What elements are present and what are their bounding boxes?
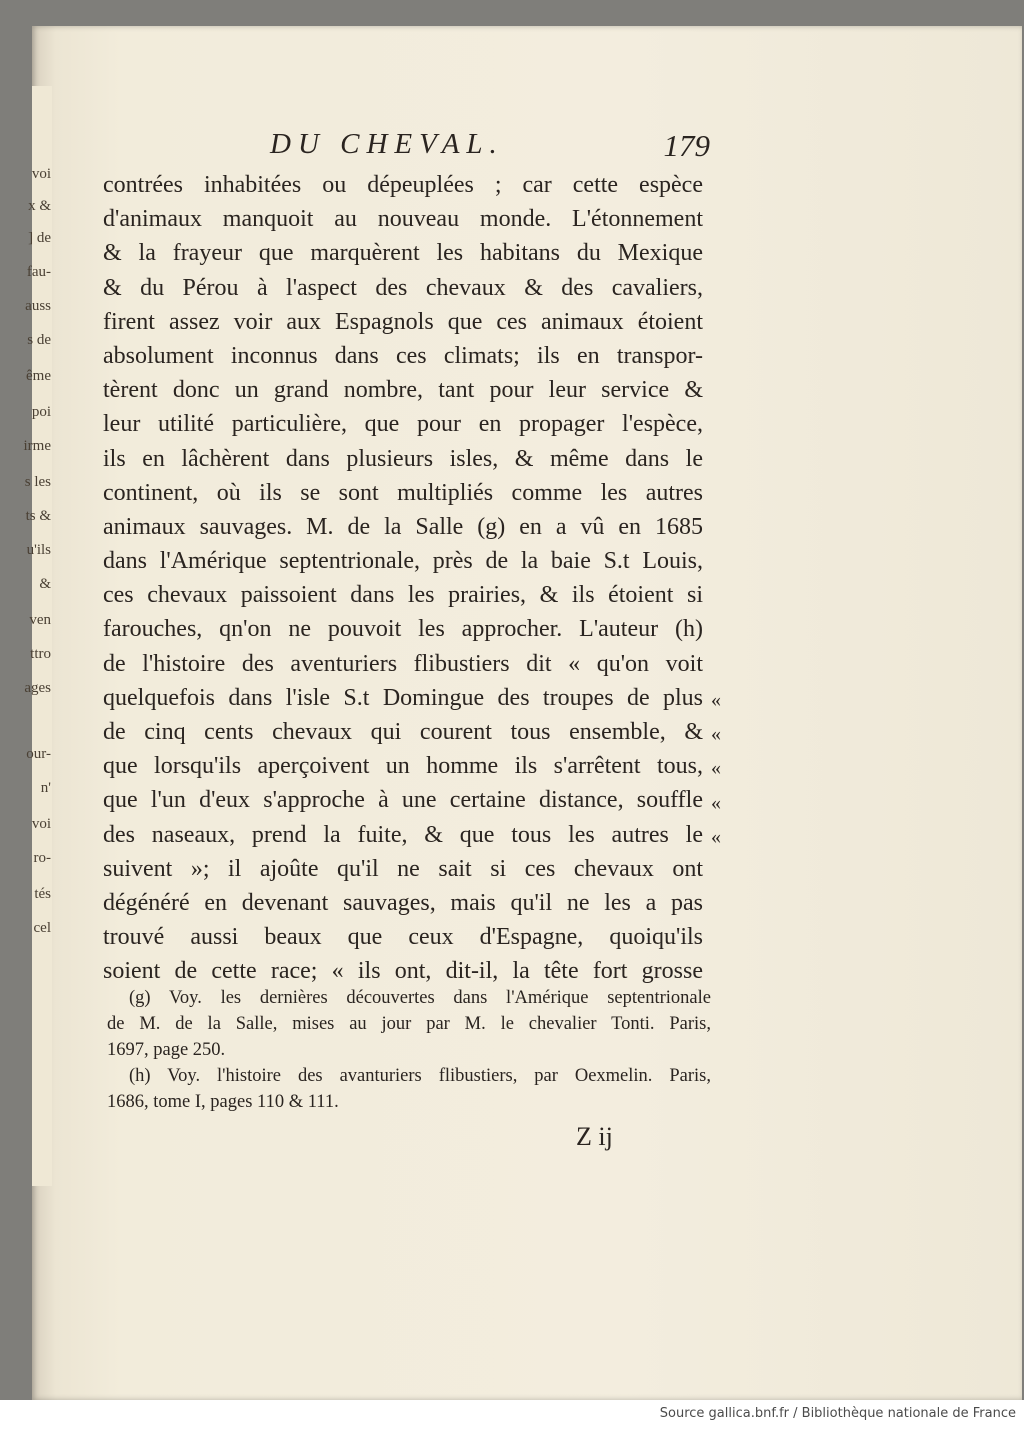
facing-page-fragment: voi bbox=[31, 166, 51, 182]
text-line: dégénéré en devenant sauvages, mais qu'il ne les a pas bbox=[103, 889, 703, 916]
facing-page-fragment: tés bbox=[34, 886, 51, 902]
body-text bbox=[103, 168, 703, 989]
text-line: suivent »; il ajoûte qu'il ne sait si ces chevaux ont bbox=[103, 855, 703, 882]
signature-mark: Z ij bbox=[576, 1122, 613, 1151]
footnotes bbox=[107, 985, 711, 1115]
facing-page-fragment: ttro bbox=[30, 646, 51, 662]
text-line: quelquefois dans l'isle S.t Domingue des troupes de plus bbox=[103, 684, 703, 711]
running-title: DU CHEVAL. bbox=[270, 128, 504, 160]
page-number: 179 bbox=[663, 128, 710, 163]
margin-quote-mark: « bbox=[711, 791, 721, 814]
facing-page-fragment: ro- bbox=[33, 850, 51, 866]
footnote-line: 1686, tome I, pages 110 & 111. bbox=[107, 1092, 339, 1112]
text-line: & du Pérou à l'aspect des chevaux & des cavaliers, bbox=[103, 274, 703, 301]
text-line: de l'histoire des aventuriers flibustiers dit « qu'on voit bbox=[103, 650, 703, 677]
footnote-line: (g) Voy. les dernières découvertes dans l'Amérique septentrionale bbox=[129, 988, 711, 1008]
facing-page-fragment: x & bbox=[28, 198, 51, 214]
text-line: continent, où ils se sont multipliés comme les autres bbox=[103, 479, 703, 506]
text-line: animaux sauvages. M. de la Salle (g) en a vû en 1685 bbox=[103, 513, 703, 540]
facing-page-edge bbox=[23, 86, 52, 1186]
text-line: contrées inhabitées ou dépeuplées ; car cette espèce bbox=[103, 172, 703, 198]
text-line: ils en lâchèrent dans plusieurs isles, & même dans le bbox=[103, 445, 703, 472]
text-line: & la frayeur que marquèrent les habitans du Mexique bbox=[103, 240, 703, 267]
text-line: farouches, qn'on ne pouvoit les approcher. L'auteur (h) bbox=[103, 616, 703, 643]
facing-page-fragment: our- bbox=[26, 746, 51, 762]
margin-quote-marks bbox=[711, 683, 735, 854]
footnote-line: 1697, page 250. bbox=[107, 1040, 226, 1060]
facing-page-fragment: ême bbox=[26, 368, 51, 384]
margin-quote-mark: « bbox=[711, 689, 721, 711]
text-line: leur utilité particulière, que pour en propager l'espèce, bbox=[103, 411, 703, 438]
facing-page-fragment: voi bbox=[31, 816, 51, 832]
facing-page-fragment: ages bbox=[24, 680, 51, 696]
text-line: des naseaux, prend la fuite, & que tous les autres le bbox=[103, 821, 703, 848]
footnote-line: (h) Voy. l'histoire des avanturiers flibustiers, par Oexmelin. Paris, bbox=[129, 1066, 711, 1086]
facing-page-fragment: s les bbox=[24, 474, 51, 490]
facing-page-fragment: ven bbox=[29, 612, 51, 628]
facing-page-fragment: fau- bbox=[26, 264, 51, 280]
footnote-line: de M. de la Salle, mises au jour par M. le chevalier Tonti. Paris, bbox=[107, 1014, 711, 1034]
facing-page-fragment: poi bbox=[31, 404, 51, 420]
text-line: dans l'Amérique septentrionale, près de la baie S.t Louis, bbox=[103, 548, 703, 575]
facing-page-fragment: irme bbox=[23, 438, 51, 454]
facing-page-fragment: u'ils bbox=[26, 542, 51, 558]
margin-quote-mark: « bbox=[711, 723, 721, 746]
facing-page-fragment: s de bbox=[27, 332, 51, 348]
text-line: que lorsqu'ils aperçoivent un homme ils s'arrêtent tous, bbox=[103, 753, 703, 780]
facing-page-fragment: ts & bbox=[25, 508, 51, 524]
running-head bbox=[270, 128, 710, 168]
text-line: ces chevaux paissoient dans les prairies, & ils étoient si bbox=[103, 582, 703, 609]
facing-page-fragment: n' bbox=[40, 780, 51, 796]
text-line: tèrent donc un grand nombre, tant pour leur service & bbox=[103, 377, 703, 404]
text-line: trouvé aussi beaux que ceux d'Espagne, quoiqu'ils bbox=[103, 924, 703, 951]
facing-page-fragment: auss bbox=[25, 298, 51, 314]
text-line: firent assez voir aux Espagnols que ces animaux étoient bbox=[103, 308, 703, 335]
text-line: d'animaux manquoit au nouveau monde. L'étonnement bbox=[103, 206, 703, 233]
facing-page-fragment: cel bbox=[33, 920, 51, 936]
margin-quote-mark: « bbox=[711, 825, 721, 848]
facing-page-fragment: ] de bbox=[28, 230, 51, 246]
margin-quote-mark: « bbox=[711, 757, 721, 780]
source-credit: Source gallica.bnf.fr / Bibliothèque nationale de France bbox=[659, 1406, 1016, 1421]
text-line: absolument inconnus dans ces climats; ils en transpor- bbox=[103, 342, 703, 369]
text-line: soient de cette race; « ils ont, dit-il, la tête fort grosse bbox=[103, 958, 703, 985]
facing-page-fragment: & bbox=[39, 576, 51, 592]
text-line: que l'un d'eux s'approche à une certaine distance, souffle bbox=[103, 787, 703, 814]
text-line: de cinq cents chevaux qui courent tous ensemble, & bbox=[103, 719, 703, 745]
